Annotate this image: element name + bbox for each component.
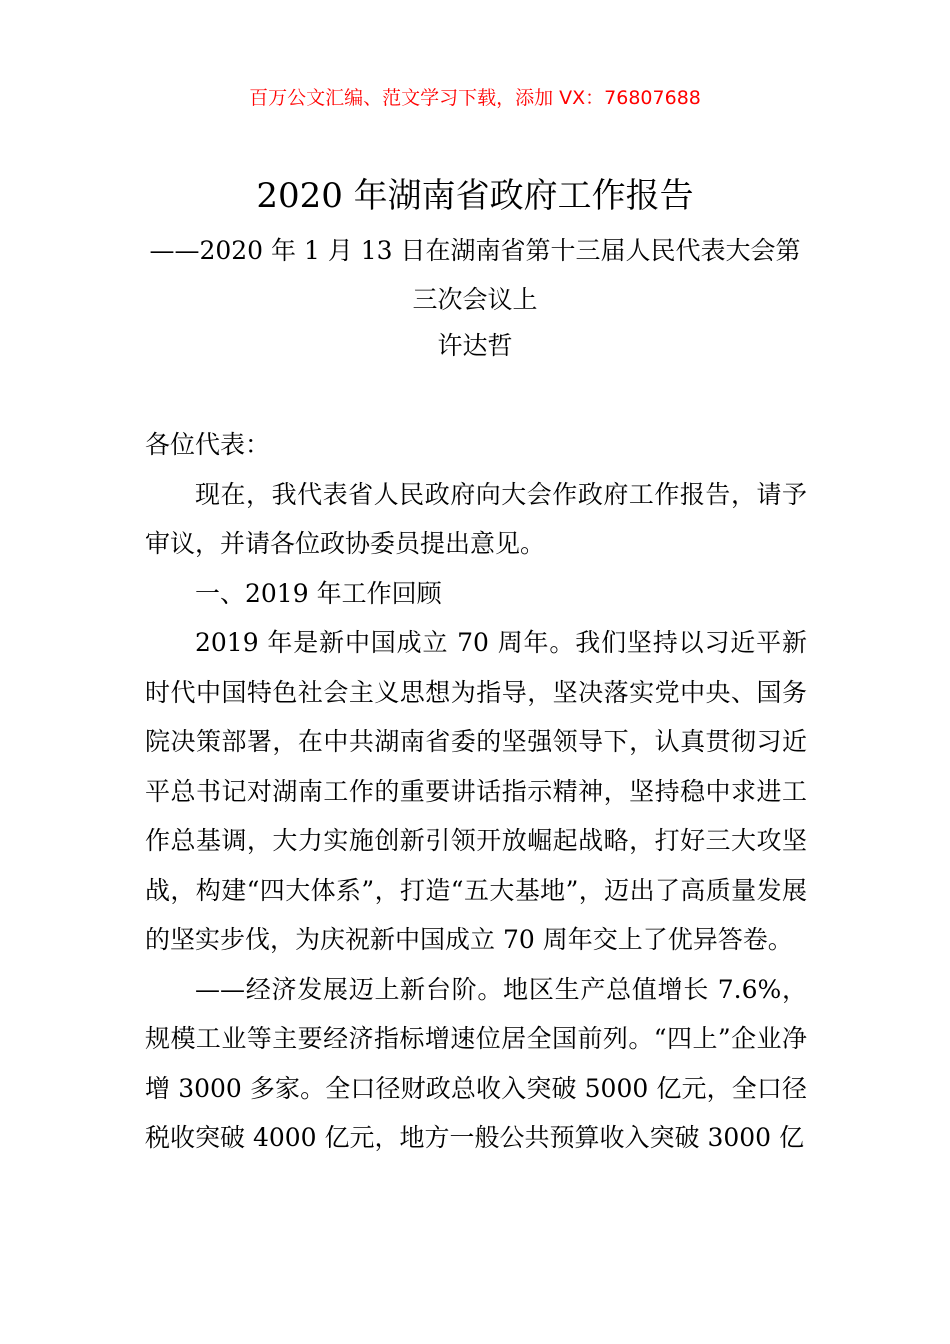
document-author: 许达哲	[437, 331, 513, 360]
download-banner: 百万公文汇编、范文学习下载，添加 VX：76807688	[249, 87, 701, 109]
salutation: 各位代表：	[145, 430, 271, 459]
paragraph-review: 2019 年是新中国成立 70 周年。我们坚持以习近平新时代中国特色社会主义思想为指导，坚决落实党中央、国务院决策部署，在中共湖南省委的坚强领导下，认真贯彻习近平总书记对湖南工作的重要讲话指示精神，坚持稳中求进工作总基调，大力实施创新引领开放崛起战略，打好三大攻坚战，构建“四大体系”，打造“五大基地”，迈出了高质量发展的坚实步伐，为庆祝新中国成立 70 周年交上了优异答卷。	[145, 628, 807, 954]
document-subtitle: ——2020 年 1 月 13 日在湖南省第十三届人民代表大会第三次会议上	[149, 236, 801, 314]
document-title: 2020 年湖南省政府工作报告	[256, 176, 694, 216]
section-heading: 一、2019 年工作回顾	[195, 578, 442, 608]
paragraph-economy: ——经济发展迈上新台阶。地区生产总值增长 7.6%，规模工业等主要经济指标增速位居全国前列。“四上”企业净增 3000 多家。全口径财政总收入突破 5000 亿元，全口径税收突破 4000 亿元，地方一般公共预算收入突破 3000 亿	[145, 974, 807, 1152]
document-body	[145, 420, 807, 1163]
paragraph-intro: 现在，我代表省人民政府向大会作政府工作报告，请予审议，并请各位政协委员提出意见。	[145, 479, 807, 558]
